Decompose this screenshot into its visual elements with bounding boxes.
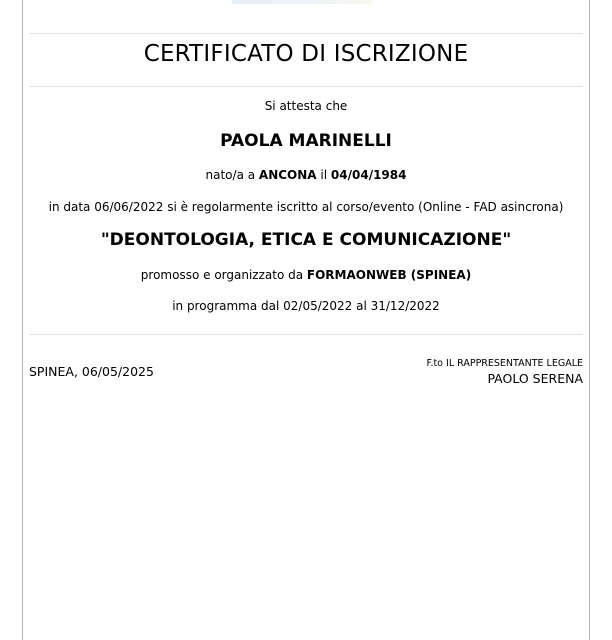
organizer-name: FORMAONWEB (SPINEA)	[306, 268, 472, 282]
place-date: SPINEA, 06/05/2025	[29, 364, 154, 379]
birth-date: 04/04/1984	[330, 168, 407, 182]
logo-image	[232, 0, 372, 4]
signature-block	[427, 358, 584, 386]
birth-place: ANCONA	[258, 168, 317, 182]
organizer-line	[0, 268, 612, 282]
signature-role: F.to IL RAPPRESENTANTE LEGALE	[426, 358, 583, 369]
divider-title	[29, 86, 583, 87]
attest-intro: Si attesta che	[264, 99, 348, 113]
enrollment-text: in data 06/06/2022 si è regolarmente iscritto al corso/evento (Online - FAD asincrona)	[48, 200, 564, 214]
signature-name: PAOLO SERENA	[487, 371, 583, 386]
divider-bottom	[29, 334, 583, 335]
divider-top	[29, 33, 583, 34]
birth-prefix: nato/a a	[205, 168, 256, 182]
organizer-prefix: promosso e organizzato da	[140, 268, 304, 282]
certificate-title: CERTIFICATO DI ISCRIZIONE	[143, 41, 469, 67]
person-name: PAOLA MARINELLI	[220, 131, 392, 151]
birth-connector: il	[320, 168, 328, 182]
certificate-frame	[22, 0, 590, 640]
course-title: "DEONTOLOGIA, ETICA E COMUNICAZIONE"	[100, 230, 512, 250]
schedule-text: in programma dal 02/05/2022 al 31/12/2022	[172, 299, 440, 313]
birth-line	[0, 168, 612, 182]
